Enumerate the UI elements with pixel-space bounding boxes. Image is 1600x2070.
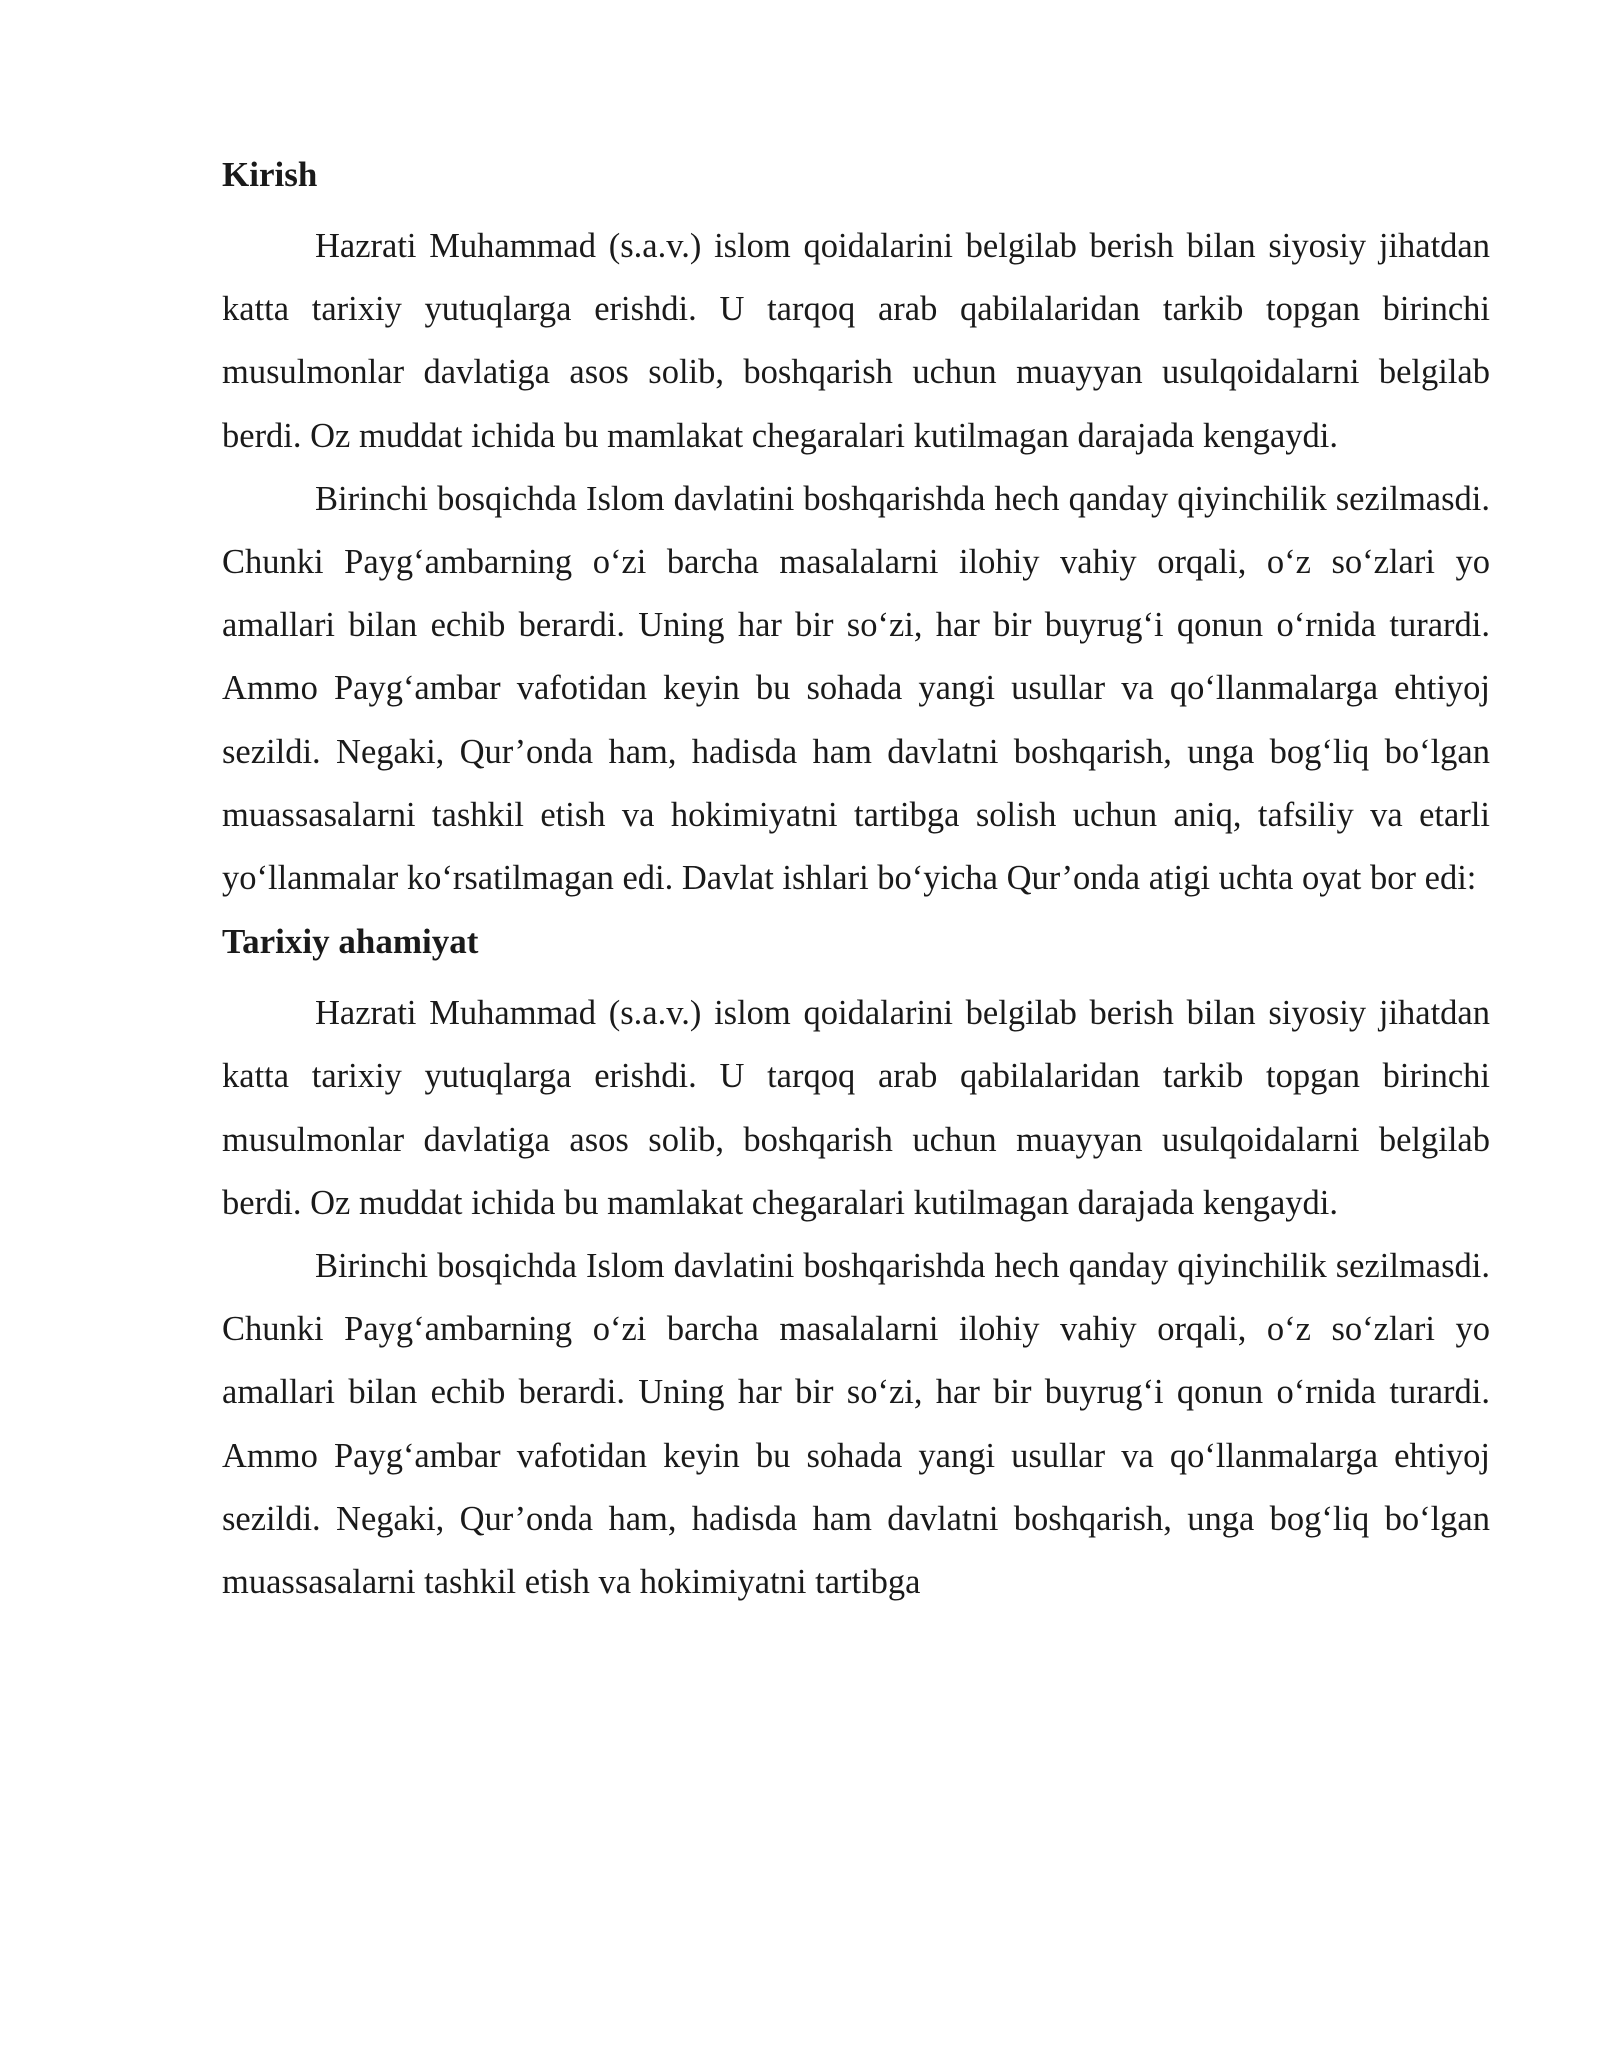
- paragraph: Birinchi bosqichda Islom davlatini boshqarishda hech qanday qiyinchilik sezilmasdi. Chunki Payg‘ambarning o‘zi barcha masalalarni ilohiy vahiy orqali, o‘z so‘zlari yo amallari bilan echib berardi. Uning har bir so‘zi, har bir buyrug‘i qonun o‘rnida turardi. Ammo Payg‘ambar vafotidan keyin bu sohada yangi usullar va qo‘llanmalarga ehtiyoj sezildi. Negaki, Qur’onda ham, hadisda ham davlatni boshqarish, unga bog‘liq bo‘lgan muassasalarni tashkil etish va hokimiyatni tartibga solish uchun aniq, tafsiliy va etarli yo‘llanmalar ko‘rsatilmagan edi. Davlat ishlari bo‘yicha Qur’onda atigi uchta oyat bor edi:: [222, 479, 1490, 898]
- paragraph: Hazrati Muhammad (s.a.v.) islom qoidalarini belgilab berish bilan siyosiy jihatdan katta tarixiy yutuqlarga erishdi. U tarqoq arab qabilalaridan tarkib topgan birinchi musulmonlar davlatiga asos solib, boshqarish uchun muayyan usulqoidalarni belgilab berdi. Oz muddat ichida bu mamlakat chegaralari kutilmagan darajada kengaydi.: [222, 994, 1490, 1222]
- document-page: [222, 143, 1490, 1614]
- paragraph: Birinchi bosqichda Islom davlatini boshqarishda hech qanday qiyinchilik sezilmasdi. Chunki Payg‘ambarning o‘zi barcha masalalarni ilohiy vahiy orqali, o‘z so‘zlari yo amallari bilan echib berardi. Uning har bir so‘zi, har bir buyrug‘i qonun o‘rnida turardi. Ammo Payg‘ambar vafotidan keyin bu sohada yangi usullar va qo‘llanmalarga ehtiyoj sezildi. Negaki, Qur’onda ham, hadisda ham davlatni boshqarish, unga bog‘liq bo‘lgan muassasalarni tashkil etish va hokimiyatni tartibga: [222, 1247, 1490, 1602]
- section-heading-tarixiy-ahamiyat: Tarixiy ahamiyat: [222, 922, 479, 962]
- paragraph: Hazrati Muhammad (s.a.v.) islom qoidalarini belgilab berish bilan siyosiy jihatdan katta tarixiy yutuqlarga erishdi. U tarqoq arab qabilalaridan tarkib topgan birinchi musulmonlar davlatiga asos solib, boshqarish uchun muayyan usulqoidalarni belgilab berdi. Oz muddat ichida bu mamlakat chegaralari kutilmagan darajada kengaydi.: [222, 227, 1490, 455]
- section-heading-kirish: Kirish: [222, 155, 318, 194]
